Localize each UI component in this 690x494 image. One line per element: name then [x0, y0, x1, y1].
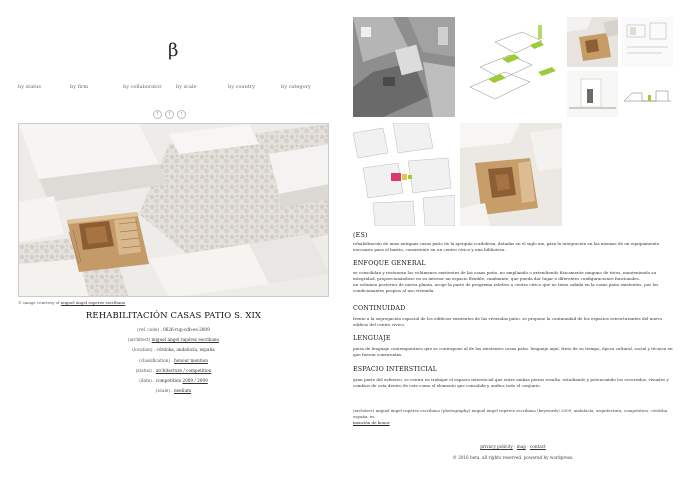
nav-by-firm[interactable]: by firm [70, 84, 89, 90]
lang-tag: (ES) [353, 232, 368, 239]
meta-date [18, 376, 329, 386]
interior-render-image [567, 71, 618, 117]
hero-caption [18, 300, 125, 305]
project-title: REHABILITACIÓN CASAS PATIO S. XIX [85, 311, 262, 321]
section-heading-espacio: ESPACIO INTERSTICIAL [353, 366, 438, 373]
meta-key: (date) [139, 377, 152, 383]
main-nav [18, 84, 330, 96]
gallery-thumb-section[interactable] [622, 71, 673, 117]
gallery-thumb-aerial-photo[interactable] [353, 17, 455, 117]
facebook-icon[interactable]: f [153, 110, 162, 119]
hero-image[interactable] [18, 123, 329, 297]
site-plan-image [353, 123, 455, 226]
nav-by-category[interactable]: by category [281, 84, 311, 90]
social-links [153, 100, 189, 117]
meta-value: . [171, 357, 175, 363]
model-detail-image [567, 17, 618, 67]
section-paragraph: un volumen posterior de nueva planta, acoge la parte de programa relativo a centro cívico que no tiene cabida en la casas patio existentes, por los condicionantes propios al uso vivienda. [353, 282, 659, 293]
nav-by-collaborator[interactable]: by collaborator [123, 84, 162, 90]
meta-value: . [171, 388, 174, 394]
meta-key: (classification) [139, 357, 171, 363]
meta-value: . [153, 367, 156, 373]
meta-key: (scale) [155, 388, 170, 394]
meta-ref-code [18, 325, 329, 335]
tags-line[interactable]: (architect) miguel ángel rupérez escribano (photography) miguel ángel rupérez escribano (keywords) 2009, andalucía, arquitectura, competition, córdoba, españa, es, [353, 408, 669, 419]
copyright-text: © 2016 beta. all rights reserved. powered by wordpress. [452, 455, 574, 460]
section-paragraph: frente a la segregación espacial de los edificios existentes de las viviendas patio, se propone la continuidad de los espacios estructurantes del nuevo edificio del centro cívico. [353, 316, 663, 327]
meta-key: (location) [132, 347, 153, 353]
section-heading-lenguaje: LENGUAJE [353, 335, 391, 342]
section-heading-continuidad: CONTINUIDAD [353, 305, 406, 312]
project-meta [18, 325, 329, 396]
gallery-thumb-axonometric[interactable] [460, 17, 562, 117]
caption-prefix: © image courtesy of [18, 300, 60, 305]
section-drawing-image [622, 71, 673, 117]
nav-by-status[interactable]: by status [18, 84, 41, 90]
meta-status [18, 366, 329, 376]
post-tags [353, 408, 673, 425]
nav-by-country[interactable]: by country [228, 84, 256, 90]
tags-line[interactable]: mención de honor [353, 419, 390, 425]
footer-link-map[interactable]: map [516, 444, 526, 449]
meta-link[interactable]: miguel ángel rupérez escribano [151, 337, 220, 343]
twitter-icon[interactable]: t [165, 110, 174, 119]
sketch-image [622, 17, 673, 67]
section-paragraph: gran parte del esfuerzo, se centra en trabajar el espacio intersticial que entre ambas piezas resulta. estudiando y potenciando los recorridos, visuales y cambios de cota dentro de este como el elemento que consolida y unifica todo el conjunto. [353, 377, 669, 388]
meta-link[interactable]: 2009 / 2009 [182, 377, 208, 383]
gallery-thumb-model-closeup[interactable] [460, 123, 562, 226]
meta-link[interactable]: honour mention [174, 357, 208, 363]
meta-key: (status) [135, 367, 152, 373]
meta-link[interactable]: medium [173, 388, 192, 394]
aerial-model-render [19, 124, 329, 297]
gallery-thumb-site-plan[interactable] [353, 123, 455, 226]
caption-author-link[interactable]: miguel ángel ruperez escribano [60, 300, 126, 305]
intro-paragraph: rehabilitación de unas antiguas casas patio de la ajerquía cordobesa, datadas en el siglo xix, para la integración en las mismas de un equipamiento necesario para el barrio, consistente en un centro cívico y una biblioteca. [353, 241, 660, 252]
section-heading-enfoque: ENFOQUE GENERAL [353, 260, 426, 267]
rss-icon[interactable]: r [177, 110, 186, 119]
footer-link-privacy[interactable]: privacy policity [480, 444, 513, 449]
meta-value: . 0626-rup-cdb-es-2009 [160, 327, 210, 332]
meta-value: . competition [153, 377, 183, 383]
site-logo[interactable]: β [168, 40, 179, 61]
footer-link-contact[interactable]: contact [529, 444, 546, 449]
meta-link[interactable]: architecture / competition [155, 367, 212, 373]
meta-classification [18, 356, 329, 366]
axonometric-diagram-image [460, 17, 562, 117]
section-paragraph: se consolidan y restauran los volúmenes existentes de las casas patio, no ampliando o extendiendo físicamente ninguno de éstos, manteniendo su integridad, proporcionándose en su interior un espacio flexible, cambiante, que pueda dar lugar a diferentes configuraciones funcionales. [353, 270, 657, 281]
footer-links: privacy policity · map · contact [480, 444, 546, 449]
meta-architect [18, 335, 329, 345]
section-paragraph: pieza de lenguaje contemporáneo que se contrapone al de las existentes casas patio. lenguaje aquí, fruto de su tiempo, época cultural, social y técnica en que fueron construidas. [353, 346, 673, 357]
nav-by-scale[interactable]: by scale [176, 84, 197, 90]
meta-key: (ref. code) [137, 327, 160, 332]
gallery-thumb-sketch[interactable] [622, 17, 673, 67]
model-closeup-image [460, 123, 562, 226]
meta-location [18, 345, 329, 355]
aerial-photo-image [353, 17, 455, 117]
meta-scale [18, 386, 329, 396]
meta-value: . córdoba, andalucía, españa [153, 347, 215, 353]
gallery-thumb-interior[interactable] [567, 71, 618, 117]
gallery-thumb-model-detail[interactable] [567, 17, 618, 67]
meta-key: (architect) [127, 337, 151, 343]
